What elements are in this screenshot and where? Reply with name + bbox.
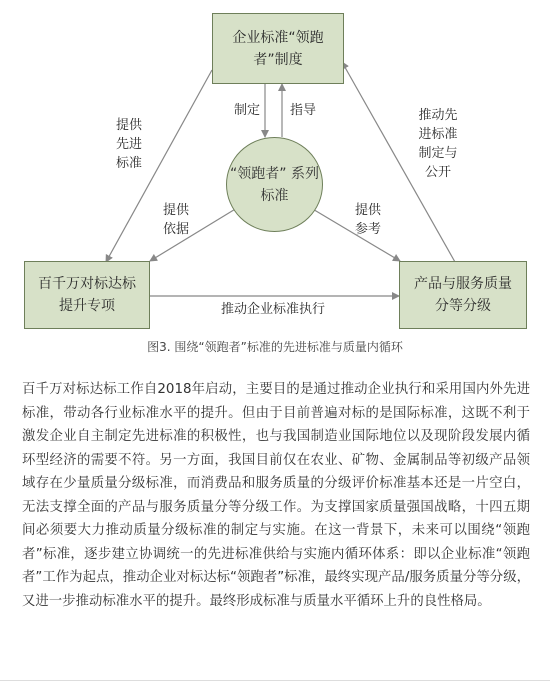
top-box-line1: 企业标准“领跑 (232, 29, 324, 46)
left-box-benchmark (24, 261, 150, 329)
left-box-line1: 百千万对标达标 (38, 276, 136, 292)
label-formulate: 制定 (233, 103, 260, 118)
left-box-line2: 提升专项 (59, 298, 115, 314)
label-promote-execution: 推动企业标准执行 (220, 302, 325, 317)
label-provide-advanced: 提供 先进 标准 (115, 118, 142, 171)
label-provide-reference: 提供 参考 (354, 203, 381, 237)
right-box-line2: 分等分级 (435, 298, 491, 314)
figure-caption: 图3. 围绕“领跑者”标准的先进标准与质量内循环 (147, 340, 403, 354)
label-provide-basis: 提供 依据 (162, 203, 189, 237)
divider (0, 680, 550, 681)
center-circle-leader-standards (226, 137, 323, 232)
top-box-line2: 者”制度 (253, 51, 303, 68)
body-paragraph: 百千万对标达标工作自2018年启动，主要目的是通过推动企业执行和采用国内外先进标准，带动各行业标准水平的提升。但由于目前普遍对标的是国际标准，这既不利于激发企业自主制定先进标准的积极性，也与我国制造业国际地位以及现阶段发展内循环型经济的需要不符。另一方面，我国目前仅在农业、矿物、金属制品等初级产品领域存在少量质量分级标准，而消费品和服务质量的分级评价标准基本还是一片空白，无法支撑全面的产品与服务质量分等分级工作。为支撑国家质量强国战略，十四五期间必须要大力推动质量分级标准的制定与实施。在这一背景下，未来可以围绕“领跑者”标准，逐步建立协调统一的先进标准供给与实施内循环体系：即以企业标准“领跑者”工作为起点，推动企业对标达标“领跑者”标准，最终实现产品/服务质量分等分级，又进一步推动标准水平的提升。最终形成标准与质量水平循环上升的良性格局。 (22, 382, 530, 609)
circle-line2: 系列标准 (260, 165, 319, 204)
label-promote-public: 推动先 进标准 制定与 公开 (418, 108, 458, 180)
right-box-line1: 产品与服务质量 (414, 276, 512, 292)
circle-line1: “领跑者” (230, 165, 287, 182)
top-box-enterprise-standard (212, 13, 344, 84)
label-guide: 指导 (289, 103, 316, 118)
right-box-quality-grading (399, 261, 527, 329)
